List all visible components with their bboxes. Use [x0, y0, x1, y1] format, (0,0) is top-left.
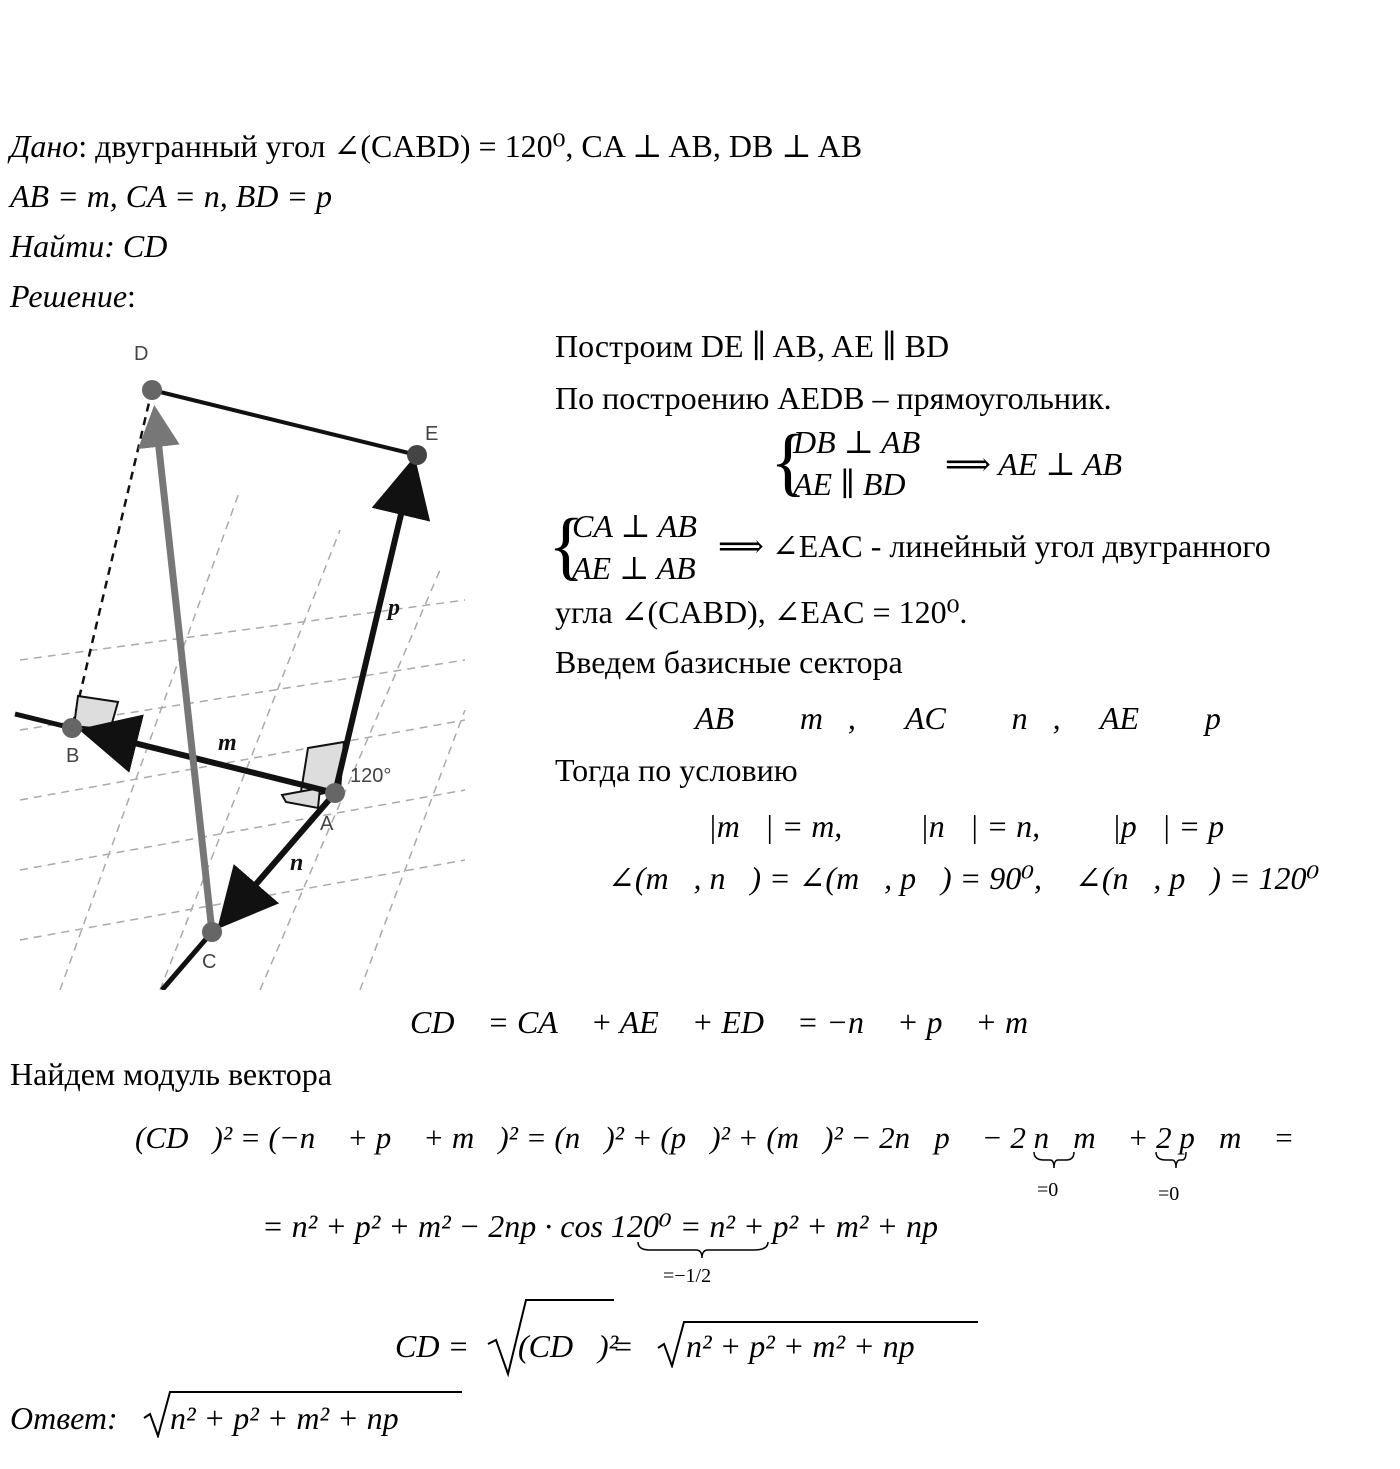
- label-b: B: [66, 745, 80, 767]
- given-text: : двугранный угол ∠(CABD) = 120⁰, CA ⊥ AB, DB ⊥ AB: [78, 128, 863, 164]
- angles-right: ∠(m⃗, n⃗) = ∠(m⃗, p⃗) = 90⁰,: [608, 860, 1043, 896]
- point-a: [325, 783, 345, 803]
- brace-label-nm: =0: [1037, 1179, 1059, 1201]
- label-vec-p: p⃗: [388, 595, 419, 621]
- point-d: [142, 380, 162, 400]
- label-vec-m: m⃗: [218, 730, 256, 756]
- modulus-m: |m⃗| = m,: [708, 808, 843, 844]
- find-line: [10, 226, 167, 266]
- step-rectangle: По построению AEDB – прямоугольник.: [555, 380, 1112, 416]
- solution-colon: :: [127, 278, 136, 314]
- label-angle: 120°: [350, 765, 392, 787]
- vector-p: [335, 468, 412, 793]
- vector-cd: [155, 412, 212, 932]
- point-e: [407, 445, 427, 465]
- step-condition: Тогда по условию: [555, 752, 798, 788]
- basis-3: AE⃗ ≝ p⃗: [1100, 700, 1246, 736]
- find-modulus-text: Найдем модуль вектора: [10, 1056, 332, 1092]
- find-value: : CD: [104, 228, 168, 264]
- segment-db: [72, 390, 152, 728]
- system-2-result: ⟹ ∠EAC - линейный угол двугранного: [718, 528, 1271, 564]
- system-1-row-2: AE ∥ BD: [793, 466, 906, 502]
- find-label: Найти: [10, 228, 105, 264]
- cd-lhs: CD =: [395, 1328, 470, 1364]
- solution-line: [10, 276, 136, 316]
- label-c: C: [202, 951, 217, 973]
- cd-radicand-1: (CD⃗)²: [518, 1328, 619, 1364]
- answer-expr: n² + p² + m² + np: [170, 1400, 399, 1436]
- solution-label: Решение: [10, 278, 128, 314]
- label-a: A: [320, 813, 334, 835]
- basis-1: AB⃗ ≝ m⃗,: [695, 700, 856, 736]
- system-1-brace: {: [770, 420, 807, 504]
- answer-label: Ответ:: [10, 1400, 118, 1436]
- modulus-n: |n⃗| = n,: [920, 808, 1041, 844]
- geometry-figure: [0, 330, 480, 990]
- system-1-result: ⟹ AE ⊥ AB: [945, 446, 1122, 482]
- eq-square-2: = n² + p² + m² − 2np · cos 120⁰ = n² + p² + m² + np: [262, 1208, 939, 1244]
- basis-2: AC⃗ ≝ n⃗,: [905, 700, 1061, 736]
- label-d: D: [134, 343, 149, 365]
- angle-np: ∠(n⃗, p⃗) = 120⁰: [1075, 860, 1320, 896]
- brace-label-pm: =0: [1158, 1183, 1180, 1205]
- eq-cd-vector: CD⃗ = CA⃗ + AE⃗ + ED⃗ = −n⃗ + p⃗ + m⃗: [410, 1004, 1054, 1040]
- modulus-p: |p⃗| = p: [1112, 808, 1225, 844]
- system-2-row-2: AE ⊥ AB: [572, 550, 696, 586]
- system-2-brace: {: [548, 504, 585, 588]
- label-e: E: [425, 423, 439, 445]
- cd-equals: =: [612, 1328, 634, 1364]
- given-label: Дано: [10, 128, 79, 164]
- given-line-1: [10, 126, 862, 166]
- vector-m: [90, 732, 335, 793]
- step-construct: Построим DE ∥ AB, AE ∥ BD: [555, 328, 950, 364]
- point-c: [202, 922, 222, 942]
- cd-radicand-2: n² + p² + m² + np: [686, 1328, 915, 1364]
- system-1-row-1: DB ⊥ AB: [793, 424, 921, 460]
- eq-square-1: (CD⃗)² = (−n⃗ + p⃗ + m⃗)² = (n⃗)² + (p⃗)² + (m⃗)² − 2n⃗p⃗ − 2 n⃗m⃗ + 2 p⃗m⃗ =: [135, 1120, 1295, 1155]
- angle-marker-a: [282, 788, 320, 808]
- segment-de: [152, 390, 417, 455]
- step-basis-intro: Введем базисные сектора: [555, 644, 903, 680]
- label-vec-n: n⃗: [290, 850, 323, 876]
- point-b: [62, 718, 82, 738]
- brace-label-cos: =−1/2: [663, 1265, 712, 1287]
- system-2-row-1: CA ⊥ AB: [572, 508, 697, 544]
- given-line-2: AB = m, CA = n, BD = p: [10, 178, 332, 214]
- underbraces-1: [1030, 1150, 1190, 1174]
- step-angle: угла ∠(CABD), ∠EAC = 120⁰.: [555, 594, 968, 630]
